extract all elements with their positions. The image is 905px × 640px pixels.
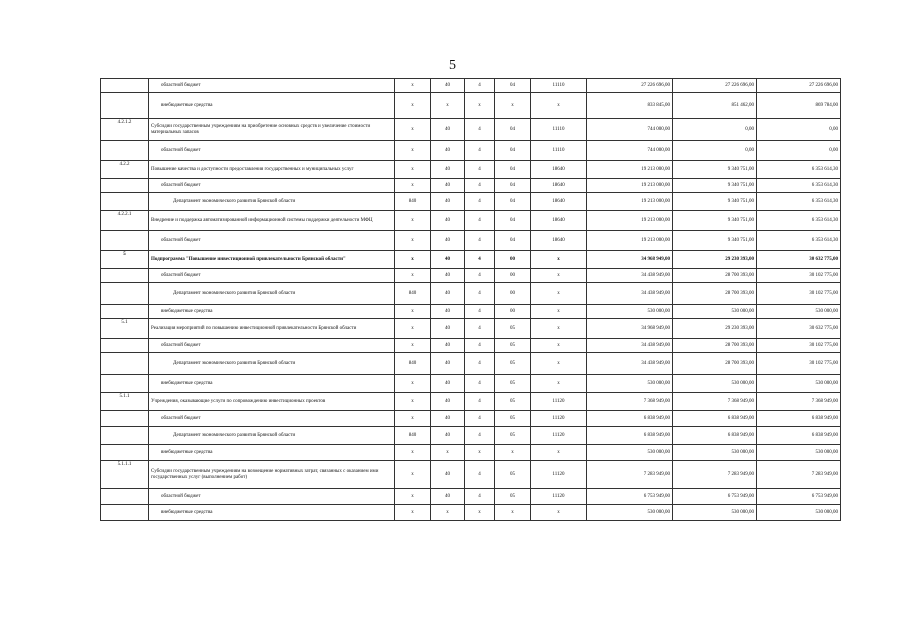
row-value-2015: 7 283 949,00: [587, 461, 673, 489]
row-code: [101, 179, 149, 193]
row-value-2015: 34 438 949,00: [587, 283, 673, 305]
row-name: областной бюджет: [149, 179, 395, 193]
row-om: 04: [495, 119, 531, 141]
row-code: [101, 305, 149, 319]
row-code: [101, 283, 149, 305]
row-name: Реализация мероприятий по повышению инвестиционной привлекательности Брянской области: [149, 319, 395, 339]
table-row: [101, 283, 841, 305]
row-napr: 11110: [531, 79, 587, 93]
row-value-2016: 9 340 751,00: [673, 193, 757, 211]
row-napr: 18640: [531, 179, 587, 193]
row-pgp: 4: [465, 119, 495, 141]
row-code: [101, 93, 149, 119]
row-grbs: x: [395, 305, 431, 319]
row-pgp: x: [465, 445, 495, 461]
row-code: [101, 445, 149, 461]
page-number: 5: [449, 58, 456, 73]
row-code: [101, 339, 149, 353]
row-code: [101, 427, 149, 445]
row-gp: 40: [431, 353, 465, 375]
row-gp: 40: [431, 119, 465, 141]
row-value-2016: 7 368 949,00: [673, 393, 757, 411]
row-grbs: x: [395, 489, 431, 505]
row-value-2017: 27 226 696,00: [757, 79, 841, 93]
row-value-2017: 7 283 949,00: [757, 461, 841, 489]
row-grbs: x: [395, 179, 431, 193]
row-code: 5.1.1.1: [101, 461, 149, 489]
row-value-2016: 530 000,00: [673, 505, 757, 521]
row-gp: 40: [431, 141, 465, 161]
row-gp: 40: [431, 319, 465, 339]
row-code: [101, 411, 149, 427]
row-code: 5: [101, 251, 149, 269]
row-napr: 11110: [531, 119, 587, 141]
row-value-2015: 7 368 949,00: [587, 393, 673, 411]
row-value-2017: 6 353 614,30: [757, 179, 841, 193]
row-value-2015: 34 968 949,00: [587, 319, 673, 339]
row-value-2017: 30 102 775,00: [757, 339, 841, 353]
row-value-2015: 19 213 000,00: [587, 193, 673, 211]
table-row: [101, 339, 841, 353]
row-value-2015: 34 968 949,00: [587, 251, 673, 269]
row-grbs: x: [395, 445, 431, 461]
row-name: областной бюджет: [149, 231, 395, 251]
row-om: 04: [495, 79, 531, 93]
row-pgp: 4: [465, 427, 495, 445]
row-value-2017: 6 353 614,30: [757, 211, 841, 231]
row-om: 04: [495, 211, 531, 231]
row-om: 04: [495, 161, 531, 179]
row-gp: 40: [431, 211, 465, 231]
row-name: областной бюджет: [149, 269, 395, 283]
row-gp: 40: [431, 79, 465, 93]
row-pgp: 4: [465, 141, 495, 161]
row-value-2015: 19 213 000,00: [587, 161, 673, 179]
row-gp: 40: [431, 393, 465, 411]
row-grbs: x: [395, 93, 431, 119]
row-name: Учреждения, оказывающие услуги по сопровождению инвестиционных проектов: [149, 393, 395, 411]
row-napr: 18640: [531, 193, 587, 211]
row-code: [101, 231, 149, 251]
row-grbs: x: [395, 375, 431, 393]
row-name: областной бюджет: [149, 339, 395, 353]
table-row: [101, 489, 841, 505]
row-value-2015: 6 838 949,00: [587, 411, 673, 427]
row-om: 00: [495, 305, 531, 319]
row-om: 04: [495, 231, 531, 251]
row-name: Департамент экономического развития Брянской области: [149, 353, 395, 375]
row-pgp: 4: [465, 211, 495, 231]
row-pgp: 4: [465, 319, 495, 339]
row-grbs: x: [395, 79, 431, 93]
row-value-2017: 6 753 949,00: [757, 489, 841, 505]
row-value-2015: 6 838 949,00: [587, 427, 673, 445]
row-grbs: x: [395, 211, 431, 231]
row-pgp: 4: [465, 353, 495, 375]
row-gp: 40: [431, 231, 465, 251]
table-row: [101, 269, 841, 283]
row-grbs: x: [395, 269, 431, 283]
row-value-2017: 30 102 775,00: [757, 269, 841, 283]
table-row: [101, 231, 841, 251]
row-napr: x: [531, 505, 587, 521]
row-value-2016: 530 000,00: [673, 305, 757, 319]
row-om: 05: [495, 375, 531, 393]
row-name: областной бюджет: [149, 141, 395, 161]
row-value-2016: 0,00: [673, 119, 757, 141]
row-pgp: 4: [465, 305, 495, 319]
table-row: [101, 353, 841, 375]
table-row: [101, 427, 841, 445]
row-code: 4.2.2: [101, 161, 149, 179]
row-om: 00: [495, 283, 531, 305]
row-pgp: x: [465, 93, 495, 119]
row-om: 04: [495, 193, 531, 211]
row-value-2015: 19 213 000,00: [587, 231, 673, 251]
row-name: Субсидии государственным учреждениям на возмещение нормативных затрат, связанных с оказанием ими государственных услуг (выполнением работ): [149, 461, 395, 489]
row-napr: x: [531, 269, 587, 283]
row-gp: x: [431, 93, 465, 119]
row-napr: 11120: [531, 489, 587, 505]
row-gp: 40: [431, 179, 465, 193]
row-code: 4.2.1.2: [101, 119, 149, 141]
row-grbs: x: [395, 251, 431, 269]
row-om: 00: [495, 251, 531, 269]
row-grbs: x: [395, 505, 431, 521]
row-pgp: 4: [465, 339, 495, 353]
row-value-2017: 530 000,00: [757, 445, 841, 461]
row-pgp: 4: [465, 179, 495, 193]
row-name: Подпрограмма "Повышение инвестиционной привлекательности Брянской области": [149, 251, 395, 269]
row-value-2016: 28 700 393,00: [673, 269, 757, 283]
row-napr: 18640: [531, 231, 587, 251]
row-code: [101, 353, 149, 375]
row-code: [101, 505, 149, 521]
table-row: [101, 305, 841, 319]
row-om: 00: [495, 269, 531, 283]
row-pgp: 4: [465, 251, 495, 269]
row-value-2017: 6 353 614,30: [757, 193, 841, 211]
row-grbs: x: [395, 411, 431, 427]
row-value-2017: 6 838 949,00: [757, 411, 841, 427]
row-value-2016: 29 230 393,00: [673, 319, 757, 339]
row-napr: x: [531, 305, 587, 319]
row-napr: 11120: [531, 411, 587, 427]
row-gp: x: [431, 445, 465, 461]
row-gp: 40: [431, 411, 465, 427]
row-value-2017: 530 000,00: [757, 305, 841, 319]
row-value-2015: 19 213 000,00: [587, 211, 673, 231]
row-value-2017: 6 353 614,30: [757, 231, 841, 251]
row-value-2015: 744 000,00: [587, 119, 673, 141]
row-value-2015: 744 000,00: [587, 141, 673, 161]
row-value-2016: 7 283 949,00: [673, 461, 757, 489]
row-pgp: 4: [465, 283, 495, 305]
row-pgp: 4: [465, 489, 495, 505]
table-row: [101, 141, 841, 161]
row-value-2016: 9 340 751,00: [673, 161, 757, 179]
row-grbs: 840: [395, 353, 431, 375]
table-row: [101, 461, 841, 489]
row-gp: 40: [431, 161, 465, 179]
row-om: x: [495, 445, 531, 461]
row-gp: 40: [431, 305, 465, 319]
row-name: Повышение качества и доступности предоставления государственных и муниципальных услуг: [149, 161, 395, 179]
row-gp: 40: [431, 251, 465, 269]
row-grbs: 840: [395, 427, 431, 445]
row-value-2016: 0,00: [673, 141, 757, 161]
row-grbs: 840: [395, 283, 431, 305]
row-om: 05: [495, 489, 531, 505]
row-value-2016: 29 230 393,00: [673, 251, 757, 269]
row-name: областной бюджет: [149, 79, 395, 93]
row-napr: 11120: [531, 393, 587, 411]
row-napr: x: [531, 251, 587, 269]
row-value-2015: 530 000,00: [587, 445, 673, 461]
row-value-2015: 530 000,00: [587, 305, 673, 319]
row-pgp: 4: [465, 269, 495, 283]
row-om: 05: [495, 319, 531, 339]
row-value-2017: 30 102 775,00: [757, 353, 841, 375]
row-value-2015: 19 213 000,00: [587, 179, 673, 193]
row-value-2016: 530 000,00: [673, 445, 757, 461]
row-value-2015: 34 438 949,00: [587, 339, 673, 353]
row-value-2017: 6 838 949,00: [757, 427, 841, 445]
row-code: [101, 79, 149, 93]
table-row: [101, 251, 841, 269]
row-gp: 40: [431, 193, 465, 211]
row-value-2015: 530 000,00: [587, 375, 673, 393]
row-pgp: 4: [465, 161, 495, 179]
row-gp: 40: [431, 461, 465, 489]
row-pgp: 4: [465, 411, 495, 427]
row-code: 5.1: [101, 319, 149, 339]
row-napr: x: [531, 319, 587, 339]
table-row: [101, 211, 841, 231]
row-code: [101, 193, 149, 211]
table-row: [101, 179, 841, 193]
row-napr: x: [531, 353, 587, 375]
row-value-2016: 9 340 751,00: [673, 179, 757, 193]
row-napr: 11120: [531, 461, 587, 489]
table-row: [101, 393, 841, 411]
row-gp: x: [431, 505, 465, 521]
row-value-2016: 6 838 949,00: [673, 427, 757, 445]
row-napr: x: [531, 283, 587, 305]
row-value-2016: 9 340 751,00: [673, 231, 757, 251]
row-gp: 40: [431, 427, 465, 445]
row-code: [101, 269, 149, 283]
table-row: [101, 411, 841, 427]
row-gp: 40: [431, 283, 465, 305]
row-name: Департамент экономического развития Брянской области: [149, 427, 395, 445]
row-name: Департамент экономического развития Брянской области: [149, 283, 395, 305]
row-value-2016: 27 226 696,00: [673, 79, 757, 93]
table-row: [101, 193, 841, 211]
table-row: [101, 161, 841, 179]
row-name: областной бюджет: [149, 411, 395, 427]
row-pgp: 4: [465, 461, 495, 489]
row-value-2016: 9 340 751,00: [673, 211, 757, 231]
row-name: внебюджетные средства: [149, 505, 395, 521]
row-value-2015: 833 845,00: [587, 93, 673, 119]
row-grbs: x: [395, 461, 431, 489]
row-value-2016: 6 753 949,00: [673, 489, 757, 505]
row-code: [101, 489, 149, 505]
row-value-2017: 530 000,00: [757, 505, 841, 521]
row-napr: x: [531, 375, 587, 393]
row-value-2015: 530 000,00: [587, 505, 673, 521]
table-row: [101, 505, 841, 521]
row-napr: x: [531, 339, 587, 353]
row-pgp: x: [465, 505, 495, 521]
row-value-2017: 869 784,00: [757, 93, 841, 119]
row-value-2015: 6 753 949,00: [587, 489, 673, 505]
row-value-2016: 28 700 393,00: [673, 353, 757, 375]
row-name: Внедрение и поддержка автоматизированной информационной системы поддержки деятельности МФЦ: [149, 211, 395, 231]
table-row: [101, 445, 841, 461]
row-value-2016: 6 838 949,00: [673, 411, 757, 427]
table-row: [101, 119, 841, 141]
row-value-2015: 34 438 949,00: [587, 353, 673, 375]
row-name: Департамент экономического развития Брянской области: [149, 193, 395, 211]
table-row: [101, 375, 841, 393]
row-value-2015: 27 226 696,00: [587, 79, 673, 93]
row-pgp: 4: [465, 393, 495, 411]
row-om: 05: [495, 461, 531, 489]
row-value-2016: 28 700 393,00: [673, 339, 757, 353]
row-grbs: x: [395, 141, 431, 161]
row-napr: x: [531, 445, 587, 461]
row-om: 05: [495, 353, 531, 375]
row-value-2017: 530 000,00: [757, 375, 841, 393]
row-gp: 40: [431, 269, 465, 283]
row-value-2017: 7 368 949,00: [757, 393, 841, 411]
row-grbs: x: [395, 231, 431, 251]
row-code: 5.1.1: [101, 393, 149, 411]
budget-table: [100, 78, 841, 521]
row-grbs: 840: [395, 193, 431, 211]
table-row: [101, 319, 841, 339]
row-value-2017: 0,00: [757, 141, 841, 161]
row-code: [101, 375, 149, 393]
row-grbs: x: [395, 393, 431, 411]
row-grbs: x: [395, 319, 431, 339]
table-body: [101, 79, 841, 521]
row-name: Субсидии государственным учреждениям на приобретение основных средств и увеличение стоимости материальных запасов: [149, 119, 395, 141]
row-om: 05: [495, 427, 531, 445]
row-pgp: 4: [465, 79, 495, 93]
row-grbs: x: [395, 119, 431, 141]
row-name: внебюджетные средства: [149, 305, 395, 319]
row-value-2017: 6 353 614,30: [757, 161, 841, 179]
row-om: 05: [495, 393, 531, 411]
row-value-2017: 30 632 775,00: [757, 319, 841, 339]
row-pgp: 4: [465, 231, 495, 251]
row-value-2016: 530 000,00: [673, 375, 757, 393]
row-om: 05: [495, 411, 531, 427]
row-napr: 18640: [531, 161, 587, 179]
row-value-2017: 0,00: [757, 119, 841, 141]
row-om: 05: [495, 339, 531, 353]
row-grbs: x: [395, 161, 431, 179]
row-om: 04: [495, 179, 531, 193]
row-name: внебюджетные средства: [149, 93, 395, 119]
row-om: x: [495, 505, 531, 521]
row-napr: 11120: [531, 427, 587, 445]
row-value-2015: 34 438 949,00: [587, 269, 673, 283]
row-napr: x: [531, 93, 587, 119]
row-value-2017: 30 102 775,00: [757, 283, 841, 305]
row-name: областной бюджет: [149, 489, 395, 505]
row-om: x: [495, 93, 531, 119]
table-row: [101, 93, 841, 119]
row-pgp: 4: [465, 193, 495, 211]
table-row: [101, 79, 841, 93]
row-pgp: 4: [465, 375, 495, 393]
row-value-2016: 851 462,00: [673, 93, 757, 119]
row-code: 4.2.2.1: [101, 211, 149, 231]
row-value-2017: 30 632 775,00: [757, 251, 841, 269]
row-name: внебюджетные средства: [149, 375, 395, 393]
row-om: 04: [495, 141, 531, 161]
row-gp: 40: [431, 489, 465, 505]
row-napr: 11110: [531, 141, 587, 161]
row-grbs: x: [395, 339, 431, 353]
row-value-2016: 28 700 393,00: [673, 283, 757, 305]
row-gp: 40: [431, 375, 465, 393]
row-name: внебюджетные средства: [149, 445, 395, 461]
row-napr: 18640: [531, 211, 587, 231]
row-gp: 40: [431, 339, 465, 353]
row-code: [101, 141, 149, 161]
